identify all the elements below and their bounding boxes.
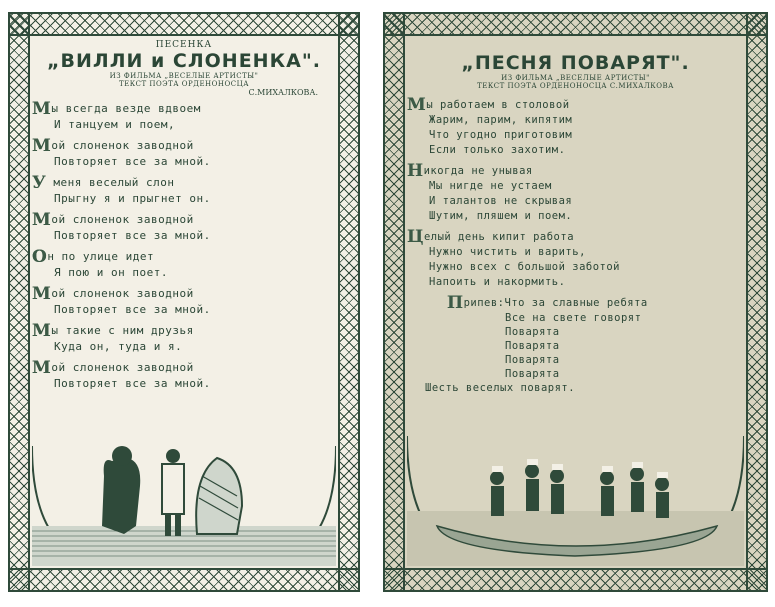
lyric-text: Мы нигде не устаем (429, 180, 552, 192)
lyric-line (407, 95, 744, 115)
lyric-line (32, 212, 336, 228)
lyric-line (32, 265, 336, 280)
illustration-man-and-elephant (32, 416, 336, 566)
lyric-text: Напоить и накормить. (429, 276, 566, 288)
lyric-text: н по улице идет (47, 250, 155, 263)
lyric-text: ой слоненок заводной (51, 139, 194, 152)
song-title: „ВИЛЛИ и СЛОНЕНКА". (47, 50, 321, 72)
lyric-line (32, 175, 336, 191)
lyric-line (32, 138, 336, 154)
refrain-block (407, 293, 744, 395)
lyric-text: елый день кипит работа (423, 231, 575, 243)
stanza (407, 95, 744, 158)
lyric-text: Прыгну я и прыгнет он. (54, 192, 211, 205)
lyric-text: Я пою и он поет. (54, 266, 168, 279)
lyric-line (32, 101, 336, 117)
lyric-line (407, 260, 744, 275)
stanza (407, 161, 744, 224)
lyric-text: Повторяет все за мной. (54, 229, 211, 242)
ornament-border-top (383, 12, 768, 36)
lyric-text: Шесть веселых поварят. (425, 382, 576, 394)
lyric-text: Поварята (505, 326, 560, 338)
lyric-line (32, 249, 336, 265)
lyric-text: Все на свете говорят (505, 312, 642, 324)
refrain-line (407, 367, 744, 381)
lyric-text: Поварята (505, 354, 560, 366)
lyric-line (407, 113, 744, 128)
lyric-line (407, 143, 744, 158)
drop-cap-letter: М (32, 358, 52, 378)
drop-cap-letter: Ц (407, 227, 424, 247)
stanza (32, 138, 336, 169)
drop-cap-letter: П (447, 293, 464, 313)
refrain-label: рипев: (463, 297, 505, 309)
lyric-line (407, 245, 744, 260)
stanza (32, 286, 336, 317)
lyric-text: ы такие с ним друзья (51, 324, 194, 337)
lyric-line (32, 339, 336, 354)
drop-cap-letter: М (32, 99, 52, 119)
lyric-text: ой слоненок заводной (51, 213, 194, 226)
ornament-border-bottom (383, 568, 768, 592)
lyricist-credit: ТЕКСТ ПОЭТА ОРДЕНОНОСЦА С.МИХАЛКОВА (477, 82, 674, 90)
lyric-text: Повторяет все за мной. (54, 377, 211, 390)
drop-cap-letter: М (32, 210, 52, 230)
film-credit: ИЗ ФИЛЬМА „ВЕСЕЛЫЕ АРТИСТЫ" (501, 74, 650, 82)
ornament-border-left (383, 12, 405, 592)
lyric-text: Шутим, пляшем и поем. (429, 210, 573, 222)
postcard-song-of-cooks (383, 12, 768, 592)
ornament-border-bottom (8, 568, 360, 592)
refrain-line (407, 325, 744, 339)
lyric-line (407, 227, 744, 247)
ornament-border-left (8, 12, 30, 592)
stanza (407, 227, 744, 290)
author-name: С.МИХАЛКОВА. (248, 88, 318, 97)
refrain-line (407, 381, 744, 395)
lyric-text: ы работаем в столовой (426, 99, 570, 111)
lyric-line (32, 228, 336, 243)
lyric-line (407, 209, 744, 224)
ornament-border-top (8, 12, 360, 36)
lyric-text: икогда не унывая (423, 165, 533, 177)
refrain-line (407, 293, 744, 313)
drop-cap-letter: М (32, 284, 52, 304)
lyric-line (407, 275, 744, 290)
lyric-line (32, 154, 336, 169)
lyric-line (32, 302, 336, 317)
lyric-text: Повторяет все за мной. (54, 155, 211, 168)
refrain-line (407, 353, 744, 367)
lyric-line (32, 376, 336, 391)
drop-cap-letter: О (32, 247, 48, 267)
lyric-line (32, 286, 336, 302)
lyrics-block (407, 95, 744, 290)
stanza (32, 249, 336, 280)
postcard-villi-and-elephant (8, 12, 360, 592)
lyric-text: И талантов не скрывая (429, 195, 573, 207)
stanza (32, 360, 336, 391)
lyric-line (32, 323, 336, 339)
lyric-line (32, 117, 336, 132)
lyric-text: ой слоненок заводной (51, 361, 194, 374)
lyric-text: Если только захотим. (429, 144, 566, 156)
lyric-line (407, 194, 744, 209)
film-credit: ИЗ ФИЛЬМА „ВЕСЕЛЫЕ АРТИСТЫ" (109, 72, 259, 80)
lyric-text: Что за славные ребята (504, 297, 648, 309)
drop-cap-letter: У (32, 173, 47, 193)
lyric-text: ой слоненок заводной (51, 287, 194, 300)
lyrics-block (32, 101, 336, 391)
drop-cap-letter: М (407, 95, 427, 115)
lyric-text: Жарим, парим, кипятим (429, 114, 573, 126)
lyric-line (407, 128, 744, 143)
lyric-text: ы всегда везде вдвоем (51, 102, 201, 115)
illustration-cooks-in-boat (407, 416, 744, 566)
lyricist-credit: ТЕКСТ ПОЭТА ОРДЕНОНОСЦА (118, 80, 250, 88)
song-label: ПЕСЕНКА (155, 40, 213, 50)
lyric-line (407, 179, 744, 194)
lyric-text: Нужно всех с большой заботой (429, 261, 621, 273)
ornament-border-right (338, 12, 360, 592)
ornament-border-right (746, 12, 768, 592)
stanza (32, 175, 336, 206)
lyric-line (32, 360, 336, 376)
lyric-text: Повторяет все за мной. (54, 303, 211, 316)
lyric-text: Что угодно приготовим (429, 129, 573, 141)
stanza (32, 212, 336, 243)
stanza (32, 323, 336, 354)
stanza (32, 101, 336, 132)
lyric-line (32, 191, 336, 206)
refrain-line (407, 339, 744, 353)
lyric-text: Поварята (505, 368, 560, 380)
song-title: „ПЕСНЯ ПОВАРЯТ". (461, 52, 690, 74)
lyric-text: Куда он, туда и я. (54, 340, 183, 353)
drop-cap-letter: Н (407, 161, 424, 181)
lyric-text: меня веселый слон (46, 176, 175, 189)
refrain-line (407, 311, 744, 325)
lyric-text: Нужно чистить и варить, (429, 246, 586, 258)
drop-cap-letter: М (32, 321, 52, 341)
lyric-line (407, 161, 744, 181)
drop-cap-letter: М (32, 136, 52, 156)
lyric-text: Поварята (505, 340, 560, 352)
lyric-text: И танцуем и поем, (54, 118, 176, 131)
